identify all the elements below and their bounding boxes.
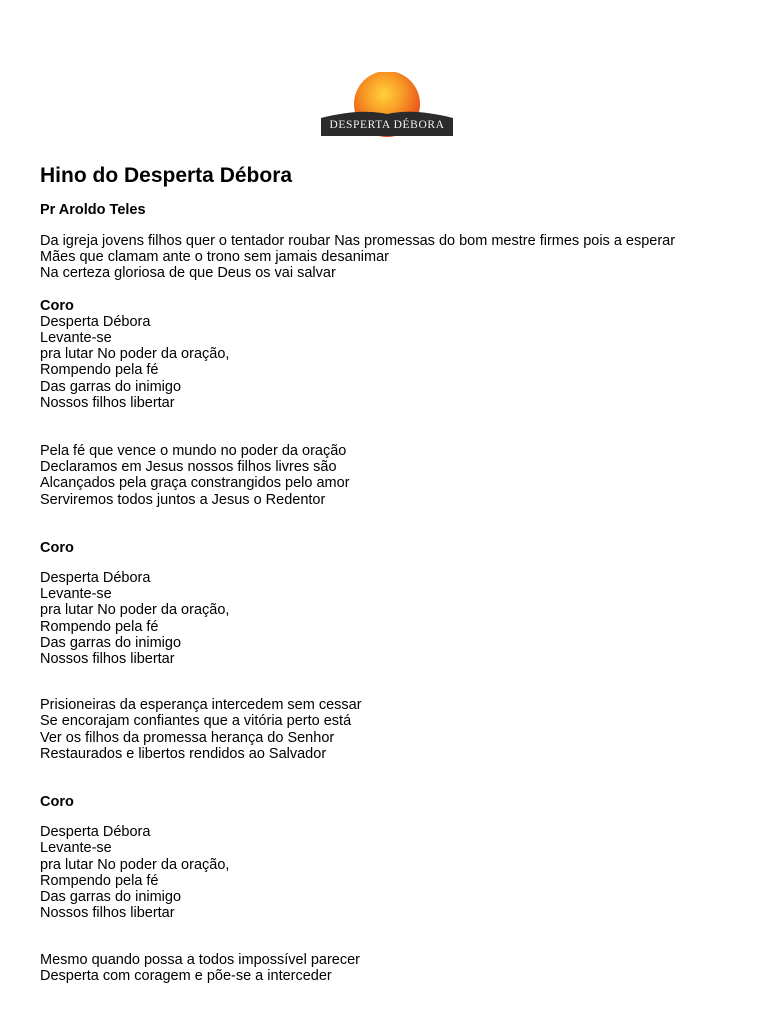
verse-line: Pela fé que vence o mundo no poder da oração bbox=[40, 443, 347, 460]
document-body bbox=[40, 162, 760, 984]
verse-line: Prisioneiras da esperança intercedem sem cessar bbox=[40, 697, 362, 714]
chorus-line: Nossos filhos libertar bbox=[40, 651, 175, 668]
verse-line: Serviremos todos juntos a Jesus o Redentor bbox=[40, 491, 326, 508]
verse-line: Da igreja jovens filhos quer o tentador roubar Nas promessas do bom mestre firmes pois a esperar bbox=[40, 233, 676, 249]
author: Pr Aroldo Teles bbox=[40, 202, 146, 218]
chorus-line: Nossos filhos libertar bbox=[40, 905, 175, 922]
verse-line: Desperta com coragem e põe-se a interceder bbox=[40, 967, 332, 984]
chorus-line: Das garras do inimigo bbox=[40, 634, 182, 651]
chorus-1 bbox=[40, 298, 760, 411]
chorus-line: Levante-se bbox=[40, 586, 112, 603]
verse-line: Alcançados pela graça constrangidos pelo amor bbox=[40, 475, 350, 492]
verse-line: Declaramos em Jesus nossos filhos livres são bbox=[40, 459, 337, 476]
verse-line: Na certeza gloriosa de que Deus os vai salvar bbox=[40, 265, 336, 282]
verse-line: Se encorajam confiantes que a vitória perto está bbox=[40, 713, 352, 730]
chorus-line: Desperta Débora bbox=[40, 313, 151, 330]
chorus-line: Nossos filhos libertar bbox=[40, 394, 175, 411]
verse-line: Mães que clamam ante o trono sem jamais desanimar bbox=[40, 249, 389, 266]
stanza-3 bbox=[40, 697, 760, 762]
verse-line: Restaurados e libertos rendidos ao Salvador bbox=[40, 745, 327, 762]
chorus-line: Das garras do inimigo bbox=[40, 889, 182, 906]
chorus-line: pra lutar No poder da oração, bbox=[40, 602, 230, 619]
chorus-line: Desperta Débora bbox=[40, 824, 151, 841]
stanza-2 bbox=[40, 443, 760, 508]
stanza-4 bbox=[40, 952, 760, 984]
verse-line: Mesmo quando possa a todos impossível parecer bbox=[40, 951, 360, 968]
chorus-label: Coro bbox=[40, 794, 74, 811]
page-title: Hino do Desperta Débora bbox=[40, 164, 293, 187]
stanza-1 bbox=[40, 233, 760, 282]
chorus-line: pra lutar No poder da oração, bbox=[40, 856, 230, 873]
chorus-line: Levante-se bbox=[40, 330, 112, 347]
chorus-label: Coro bbox=[40, 539, 74, 556]
chorus-2 bbox=[40, 540, 760, 667]
logo-text: DESPERTA DÉBORA bbox=[329, 119, 445, 131]
chorus-line: Das garras do inimigo bbox=[40, 378, 182, 395]
chorus-3 bbox=[40, 794, 760, 921]
chorus-line: Levante-se bbox=[40, 840, 112, 857]
chorus-line: Rompendo pela fé bbox=[40, 872, 159, 889]
chorus-line: Rompendo pela fé bbox=[40, 618, 159, 635]
logo bbox=[320, 72, 454, 138]
verse-line: Ver os filhos da promessa herança do Senhor bbox=[40, 729, 335, 746]
chorus-line: pra lutar No poder da oração, bbox=[40, 346, 230, 363]
chorus-line: Rompendo pela fé bbox=[40, 362, 159, 379]
chorus-line: Desperta Débora bbox=[40, 570, 151, 587]
chorus-label: Coro bbox=[40, 297, 74, 314]
